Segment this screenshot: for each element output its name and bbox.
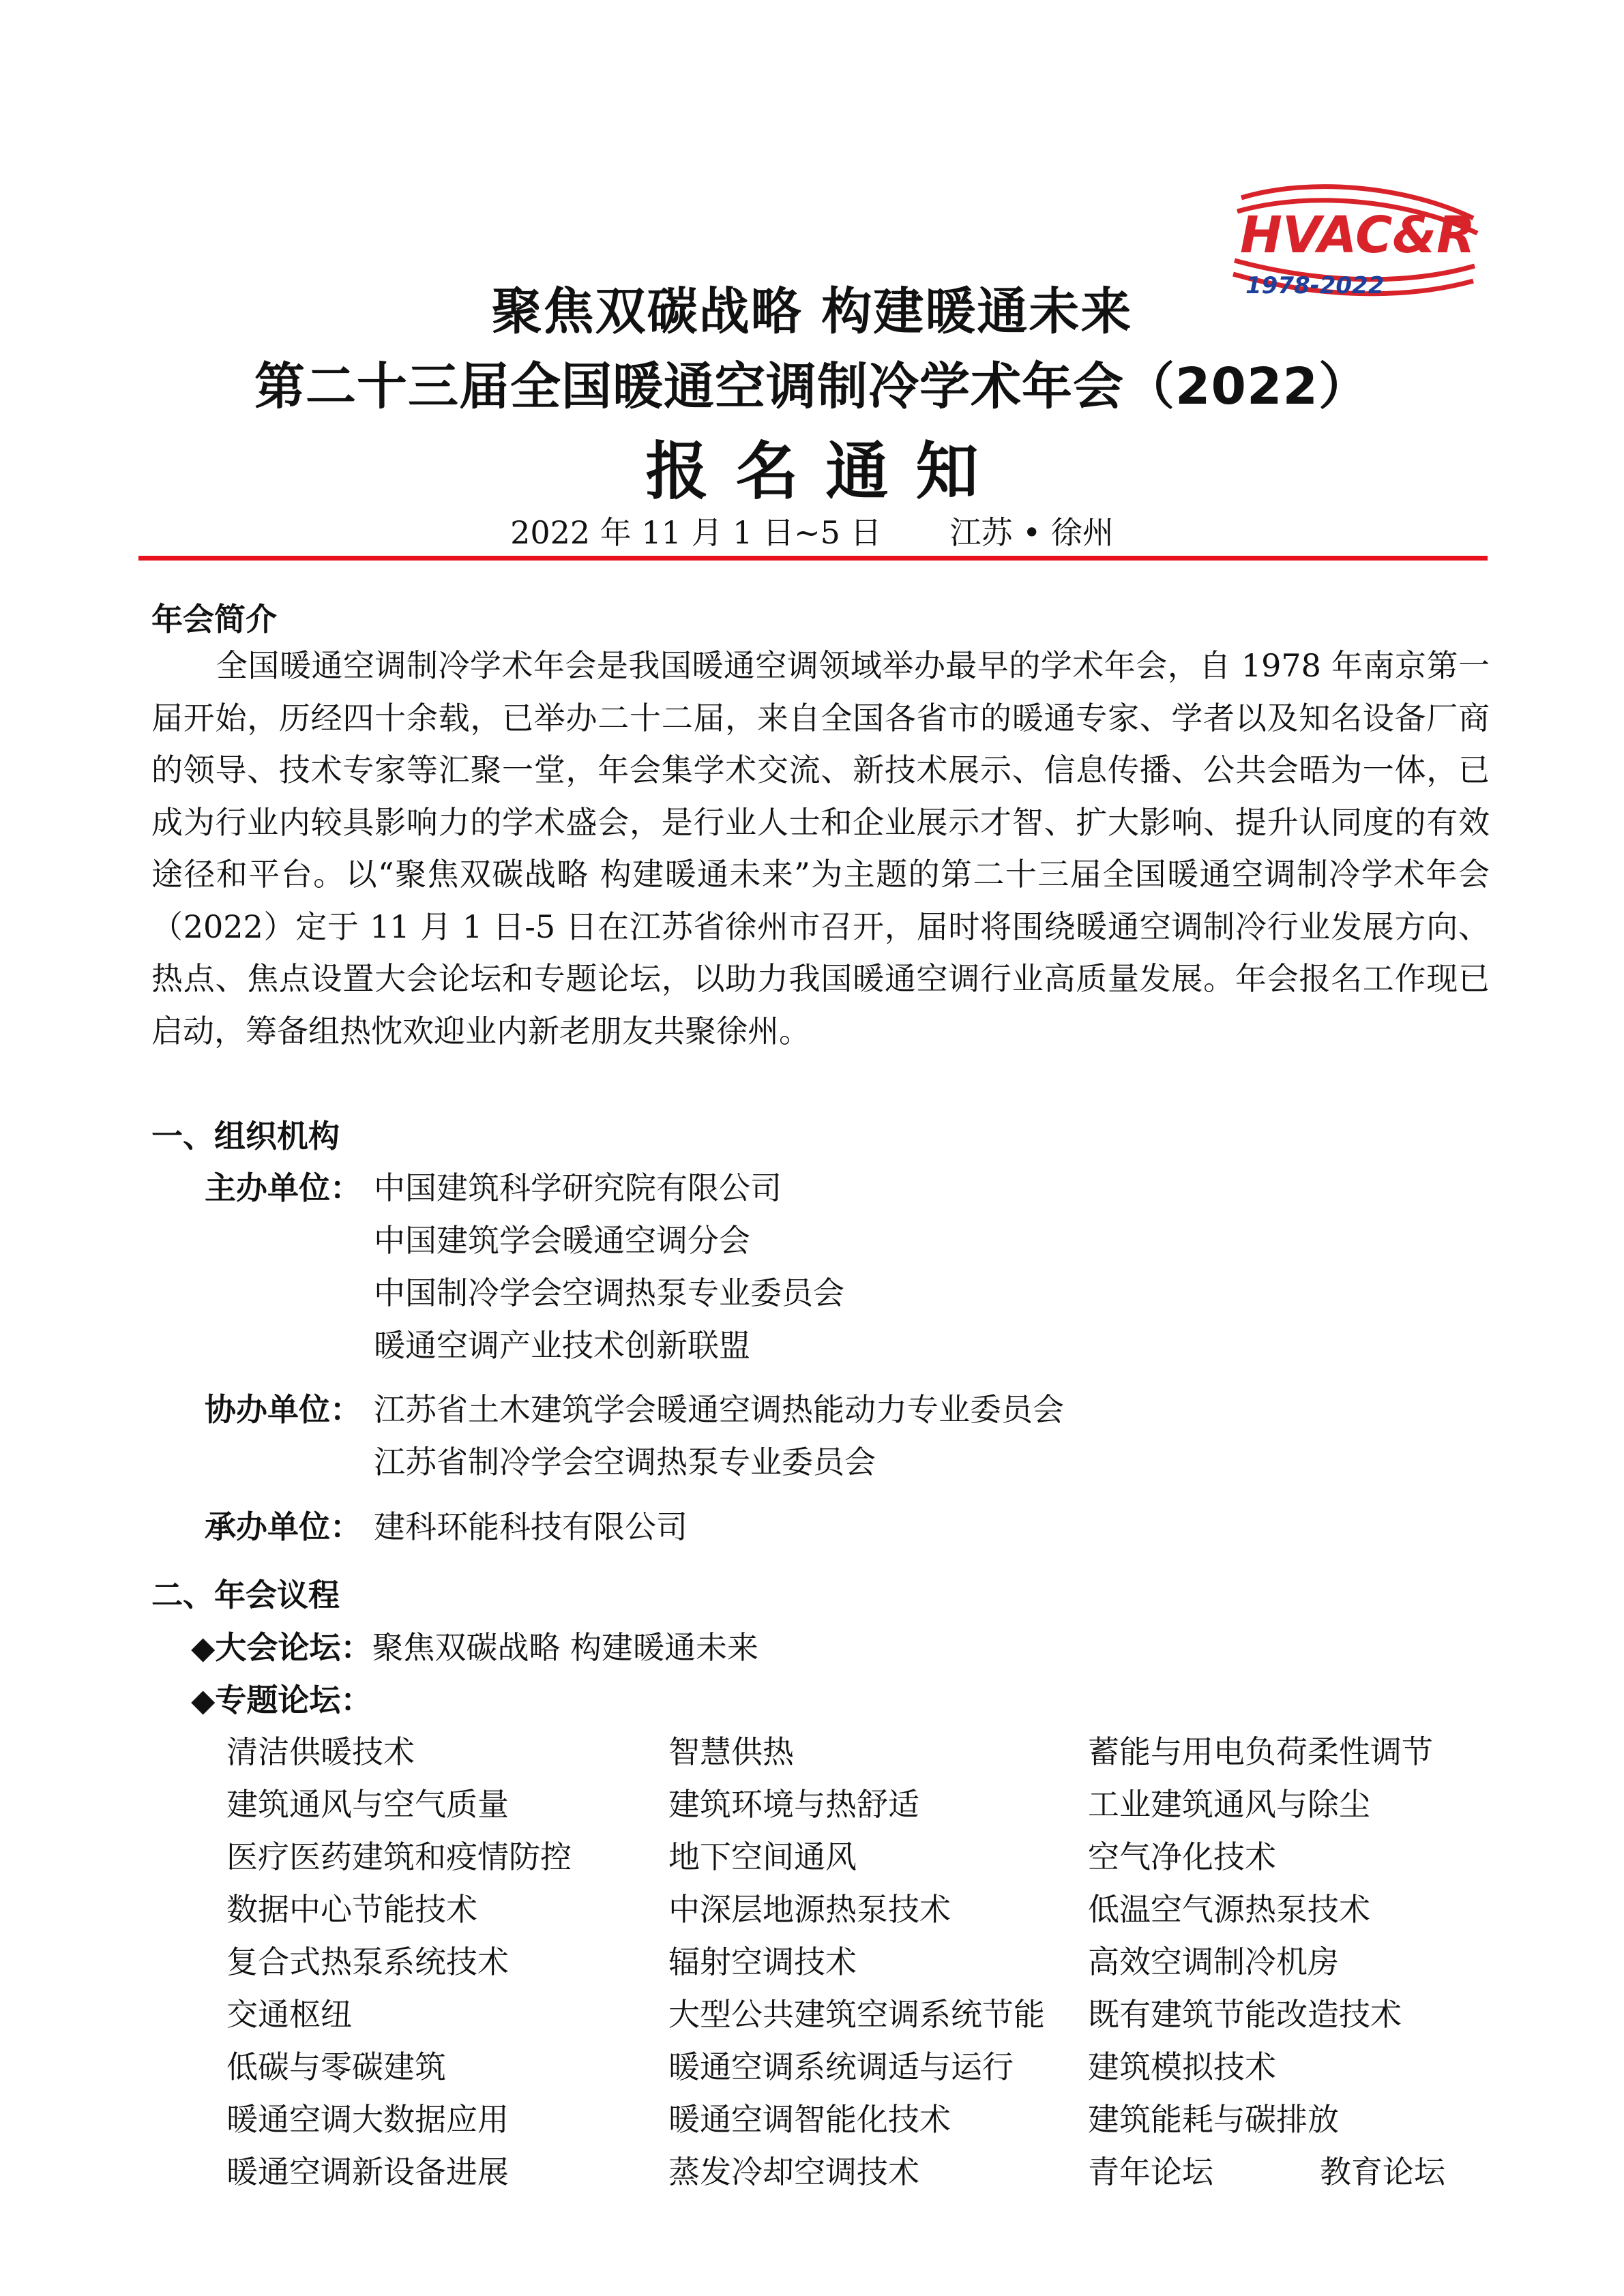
logo-years: 1978-2022 [1245,272,1385,299]
topic-item: 工业建筑通风与除尘 [1088,1786,1370,1823]
topic-item: 建筑能耗与碳排放 [1088,2101,1339,2138]
topic-item: 中深层地源热泵技术 [668,1891,951,1928]
plenary-label: ◆大会论坛： [191,1629,372,1666]
topic-item: 辐射空调技术 [668,1943,857,1980]
topic-item: 数据中心节能技术 [226,1891,477,1928]
intro-heading: 年会简介 [151,601,277,638]
host-org: 中国建筑科学研究院有限公司 [374,1169,782,1206]
host-org: 中国制冷学会空调热泵专业委员会 [374,1274,844,1311]
co-organizer: 江苏省土木建筑学会暖通空调热能动力专业委员会 [374,1391,1064,1428]
topic-item: 暖通空调系统调适与运行 [668,2048,1014,2085]
topic-item: 低碳与零碳建筑 [226,2048,446,2085]
topic-item: 暖通空调智能化技术 [668,2101,951,2138]
host-label: 主办单位： [205,1169,361,1206]
topic-item: 智慧供热 [668,1733,794,1770]
event-location: 江苏 • 徐州 [949,514,1114,551]
topic-item: 高效空调制冷机房 [1088,1943,1339,1980]
topic-item: 交通枢纽 [226,1996,352,2033]
topic-item: 地下空间通风 [668,1838,857,1875]
topic-item: 大型公共建筑空调系统节能 [668,1996,1045,2033]
plenary-forum [191,1623,758,1668]
organizer-label: 承办单位： [205,1508,361,1545]
topic-item: 复合式热泵系统技术 [226,1943,509,1980]
topic-item: 建筑模拟技术 [1088,2048,1276,2085]
co-organizer-label: 协办单位： [205,1391,361,1428]
special-forum [191,1675,372,1720]
plenary-value: 聚焦双碳战略 构建暖通未来 [372,1629,759,1666]
topic-item: 清洁供暖技术 [226,1733,415,1770]
topic-item: 暖通空调大数据应用 [226,2101,509,2138]
host-org: 中国建筑学会暖通空调分会 [374,1222,750,1259]
main-slogan: 聚焦双碳战略 构建暖通未来 [491,282,1133,341]
header-divider [138,556,1488,561]
intro-paragraph: 全国暖通空调制冷学术年会是我国暖通空调领域举办最早的学术年会，自 1978 年南京第一届开始，历经四十余载，已举办二十二届，来自全国各省市的暖通专家、学者以及知名设备厂商的领导、技术专家等汇聚一堂，年会集学术交流、新技术展示、信息传播、公共会晤为一体，已成为行业内较具影响力的学术盛会，是行业人士和企业展示才智、扩大影响、提升认同度的有效途径和平台。以“聚焦双碳战略 构建暖通未来”为主题的第二十三届全国暖通空调制冷学术年会（2022）定于 11 月 1 日-5 日在江苏省徐州市召开，届时将围绕暖通空调制冷行业发展方向、热点、焦点设置大会论坛和专题论坛，以助力我国暖通空调行业高质量发展。年会报名工作现已启动，筹备组热忱欢迎业内新老朋友共聚徐州。 [151,647,1490,1049]
topic-item: 空气净化技术 [1088,1838,1276,1875]
topic-item: 蓄能与用电负荷柔性调节 [1088,1733,1433,1770]
topic-item: 教育论坛 [1320,2153,1445,2190]
topic-item: 医疗医药建筑和疫情防控 [226,1838,572,1875]
logo-text: HVAC&R [1240,206,1475,265]
co-organizer: 江苏省制冷学会空调热泵专业委员会 [374,1444,876,1480]
topic-item: 低温空气源热泵技术 [1088,1891,1370,1928]
organizer: 建科环能科技有限公司 [374,1508,688,1545]
topic-item: 建筑通风与空气质量 [226,1786,509,1823]
host-org: 暖通空调产业技术创新联盟 [374,1327,750,1364]
agenda-heading: 二、年会议程 [151,1577,340,1613]
notice-title: 报名通知 [645,435,1006,508]
topic-item: 蒸发冷却空调技术 [668,2153,919,2190]
organization-heading: 一、组织机构 [151,1118,340,1154]
conference-title: 第二十三届全国暖通空调制冷学术年会（2022） [254,357,1370,416]
special-label: ◆专题论坛： [191,1682,372,1718]
topic-item: 既有建筑节能改造技术 [1088,1996,1402,2033]
event-date: 2022 年 11 月 1 日~5 日 [510,514,882,551]
topic-item: 青年论坛 [1088,2153,1213,2190]
topic-item: 建筑环境与热舒适 [668,1786,919,1823]
date-location-line [0,508,1624,553]
topic-item: 暖通空调新设备进展 [226,2153,509,2190]
